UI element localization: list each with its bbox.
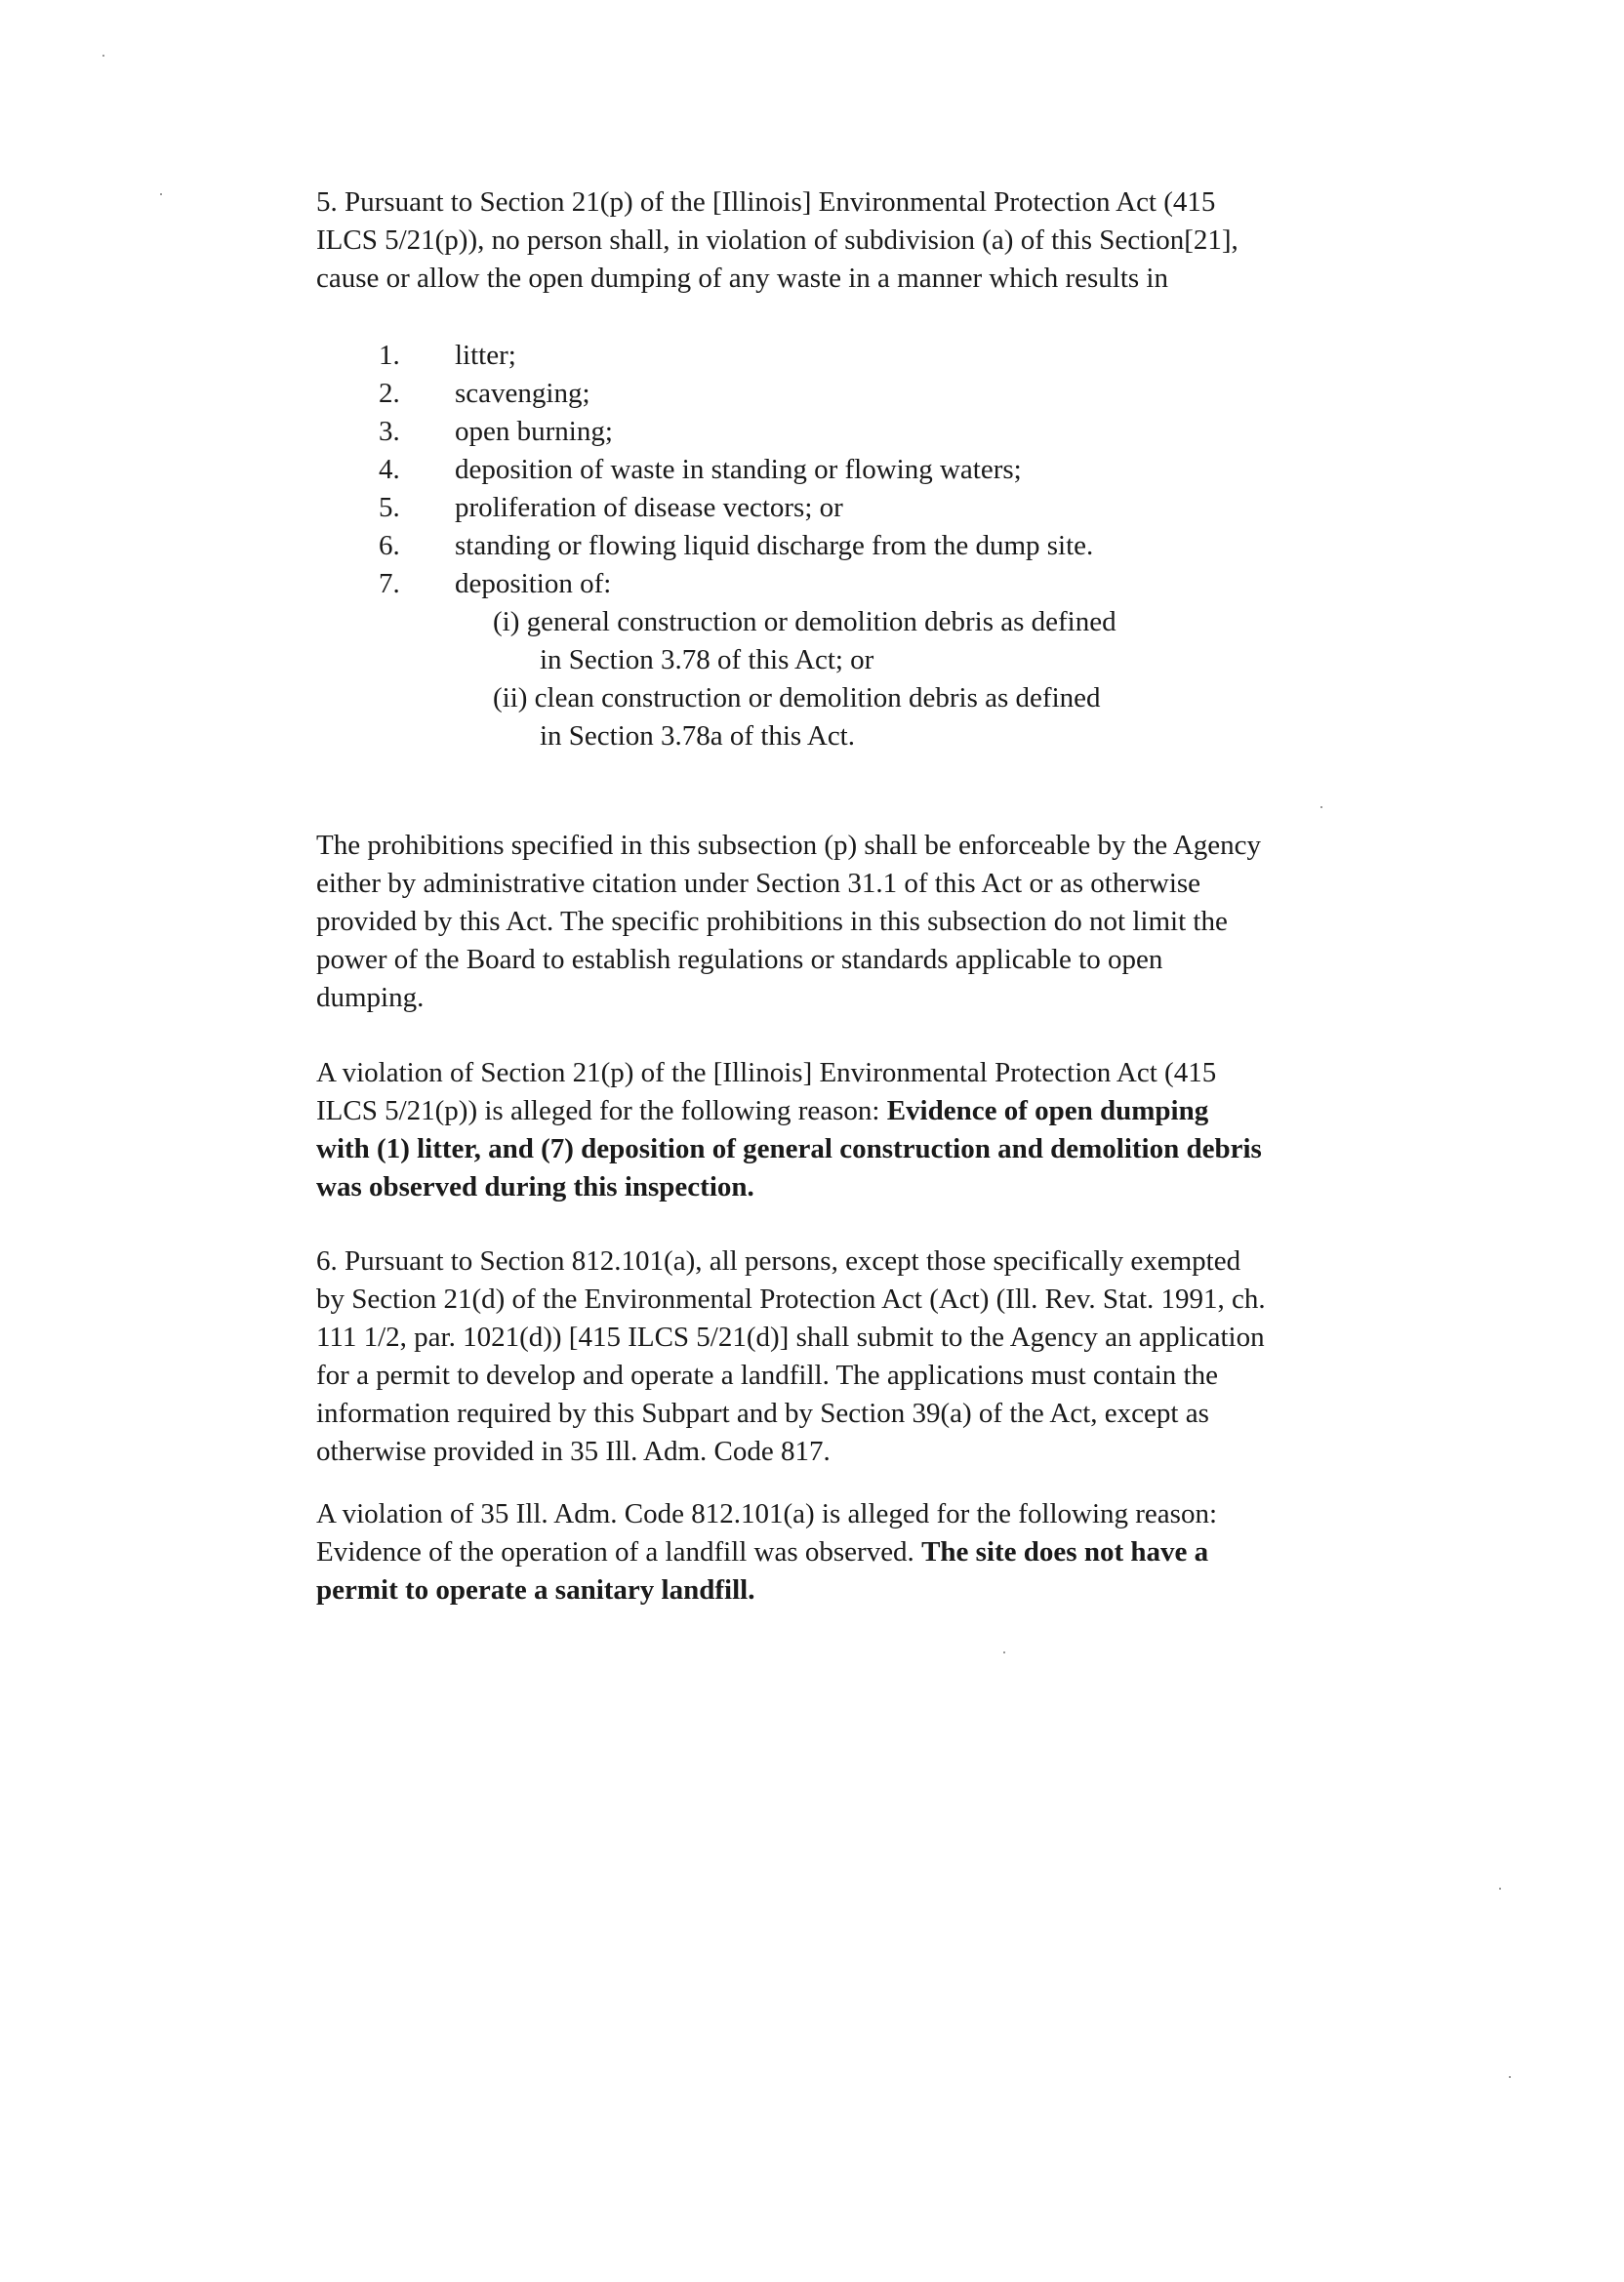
- bold-text-line: was observed during this inspection.: [316, 1171, 754, 1202]
- bold-text-segment: The site does not have a: [921, 1536, 1209, 1568]
- list-item-number: 5.: [379, 492, 400, 523]
- scan-speck: [1499, 1888, 1501, 1890]
- text-line: provided by this Act. The specific prohibitions in this subsection do not limit the: [316, 906, 1228, 937]
- text-line: power of the Board to establish regulations or standards applicable to open: [316, 944, 1163, 975]
- scan-speck: [160, 193, 162, 195]
- violation-812-paragraph: [316, 1495, 1439, 1610]
- scan-speck: [102, 55, 104, 57]
- list-item-text: deposition of:: [455, 568, 612, 599]
- bold-text-line: permit to operate a sanitary landfill.: [316, 1574, 755, 1606]
- text-line: dumping.: [316, 982, 425, 1013]
- sub-item-line: in Section 3.78a of this Act.: [540, 720, 855, 752]
- bold-text-line: with (1) litter, and (7) deposition of general construction and demolition debris: [316, 1133, 1262, 1164]
- violation-21p-paragraph: [316, 1054, 1439, 1206]
- sub-list-item: [493, 679, 1116, 755]
- text-segment: ILCS 5/21(p)) is alleged for the following reason:: [316, 1095, 887, 1126]
- debris-sub-list: [493, 603, 1116, 755]
- list-item: [379, 375, 1355, 413]
- list-item-number: 2.: [379, 378, 400, 409]
- text-line: 6. Pursuant to Section 812.101(a), all persons, except those specifically exempted: [316, 1245, 1241, 1277]
- list-item-number: 6.: [379, 530, 400, 561]
- list-item-number: 4.: [379, 454, 400, 485]
- text-line: 5. Pursuant to Section 21(p) of the [Illinois] Environmental Protection Act (415: [316, 186, 1216, 218]
- sub-item-line: in Section 3.78 of this Act; or: [540, 644, 874, 675]
- scan-speck: [1003, 1651, 1005, 1653]
- list-item: [379, 413, 1355, 451]
- list-item-text: deposition of waste in standing or flowing waters;: [455, 454, 1022, 485]
- list-item-number: 3.: [379, 416, 400, 447]
- sub-item-line: (i) general construction or demolition debris as defined: [493, 606, 1116, 637]
- text-line: cause or allow the open dumping of any waste in a manner which results in: [316, 263, 1168, 294]
- list-item-number: 1.: [379, 340, 400, 371]
- section-5-paragraph: [316, 183, 1439, 298]
- sub-list-item: [493, 603, 1116, 679]
- scan-speck: [1320, 806, 1322, 808]
- text-line: information required by this Subpart and by Section 39(a) of the Act, except as: [316, 1398, 1209, 1429]
- text-line: by Section 21(d) of the Environmental Protection Act (Act) (Ill. Rev. Stat. 1991, ch.: [316, 1284, 1266, 1315]
- text-line: A violation of Section 21(p) of the [Illinois] Environmental Protection Act (415: [316, 1057, 1217, 1088]
- list-item: [379, 565, 1355, 603]
- violation-type-list: [379, 337, 1355, 603]
- list-item: [379, 451, 1355, 489]
- text-segment: Evidence of the operation of a landfill was observed.: [316, 1536, 922, 1568]
- text-line: The prohibitions specified in this subsection (p) shall be enforceable by the Agency: [316, 830, 1262, 861]
- list-item: [379, 489, 1355, 527]
- text-line: [316, 1092, 1439, 1130]
- scan-speck: [1509, 2076, 1511, 2078]
- bold-text-segment: Evidence of open dumping: [886, 1095, 1209, 1126]
- text-line: otherwise provided in 35 Ill. Adm. Code 817.: [316, 1436, 831, 1467]
- list-item-text: standing or flowing liquid discharge from the dump site.: [455, 530, 1094, 561]
- list-item: [379, 527, 1355, 565]
- list-item-number: 7.: [379, 568, 400, 599]
- text-line: 111 1/2, par. 1021(d)) [415 ILCS 5/21(d)] shall submit to the Agency an application: [316, 1322, 1265, 1353]
- text-line: [316, 1533, 1439, 1571]
- list-item-text: open burning;: [455, 416, 613, 447]
- text-line: either by administrative citation under Section 31.1 of this Act or as otherwise: [316, 868, 1201, 899]
- sub-item-line: (ii) clean construction or demolition debris as defined: [493, 682, 1101, 713]
- list-item: [379, 337, 1355, 375]
- section-6-paragraph: [316, 1243, 1439, 1471]
- text-line: ILCS 5/21(p)), no person shall, in violation of subdivision (a) of this Section[21],: [316, 224, 1238, 256]
- prohibitions-paragraph: [316, 827, 1439, 1017]
- text-line: A violation of 35 Ill. Adm. Code 812.101(a) is alleged for the following reason:: [316, 1498, 1218, 1529]
- list-item-text: scavenging;: [455, 378, 590, 409]
- text-line: for a permit to develop and operate a landfill. The applications must contain the: [316, 1360, 1218, 1391]
- list-item-text: litter;: [455, 340, 516, 371]
- list-item-text: proliferation of disease vectors; or: [455, 492, 843, 523]
